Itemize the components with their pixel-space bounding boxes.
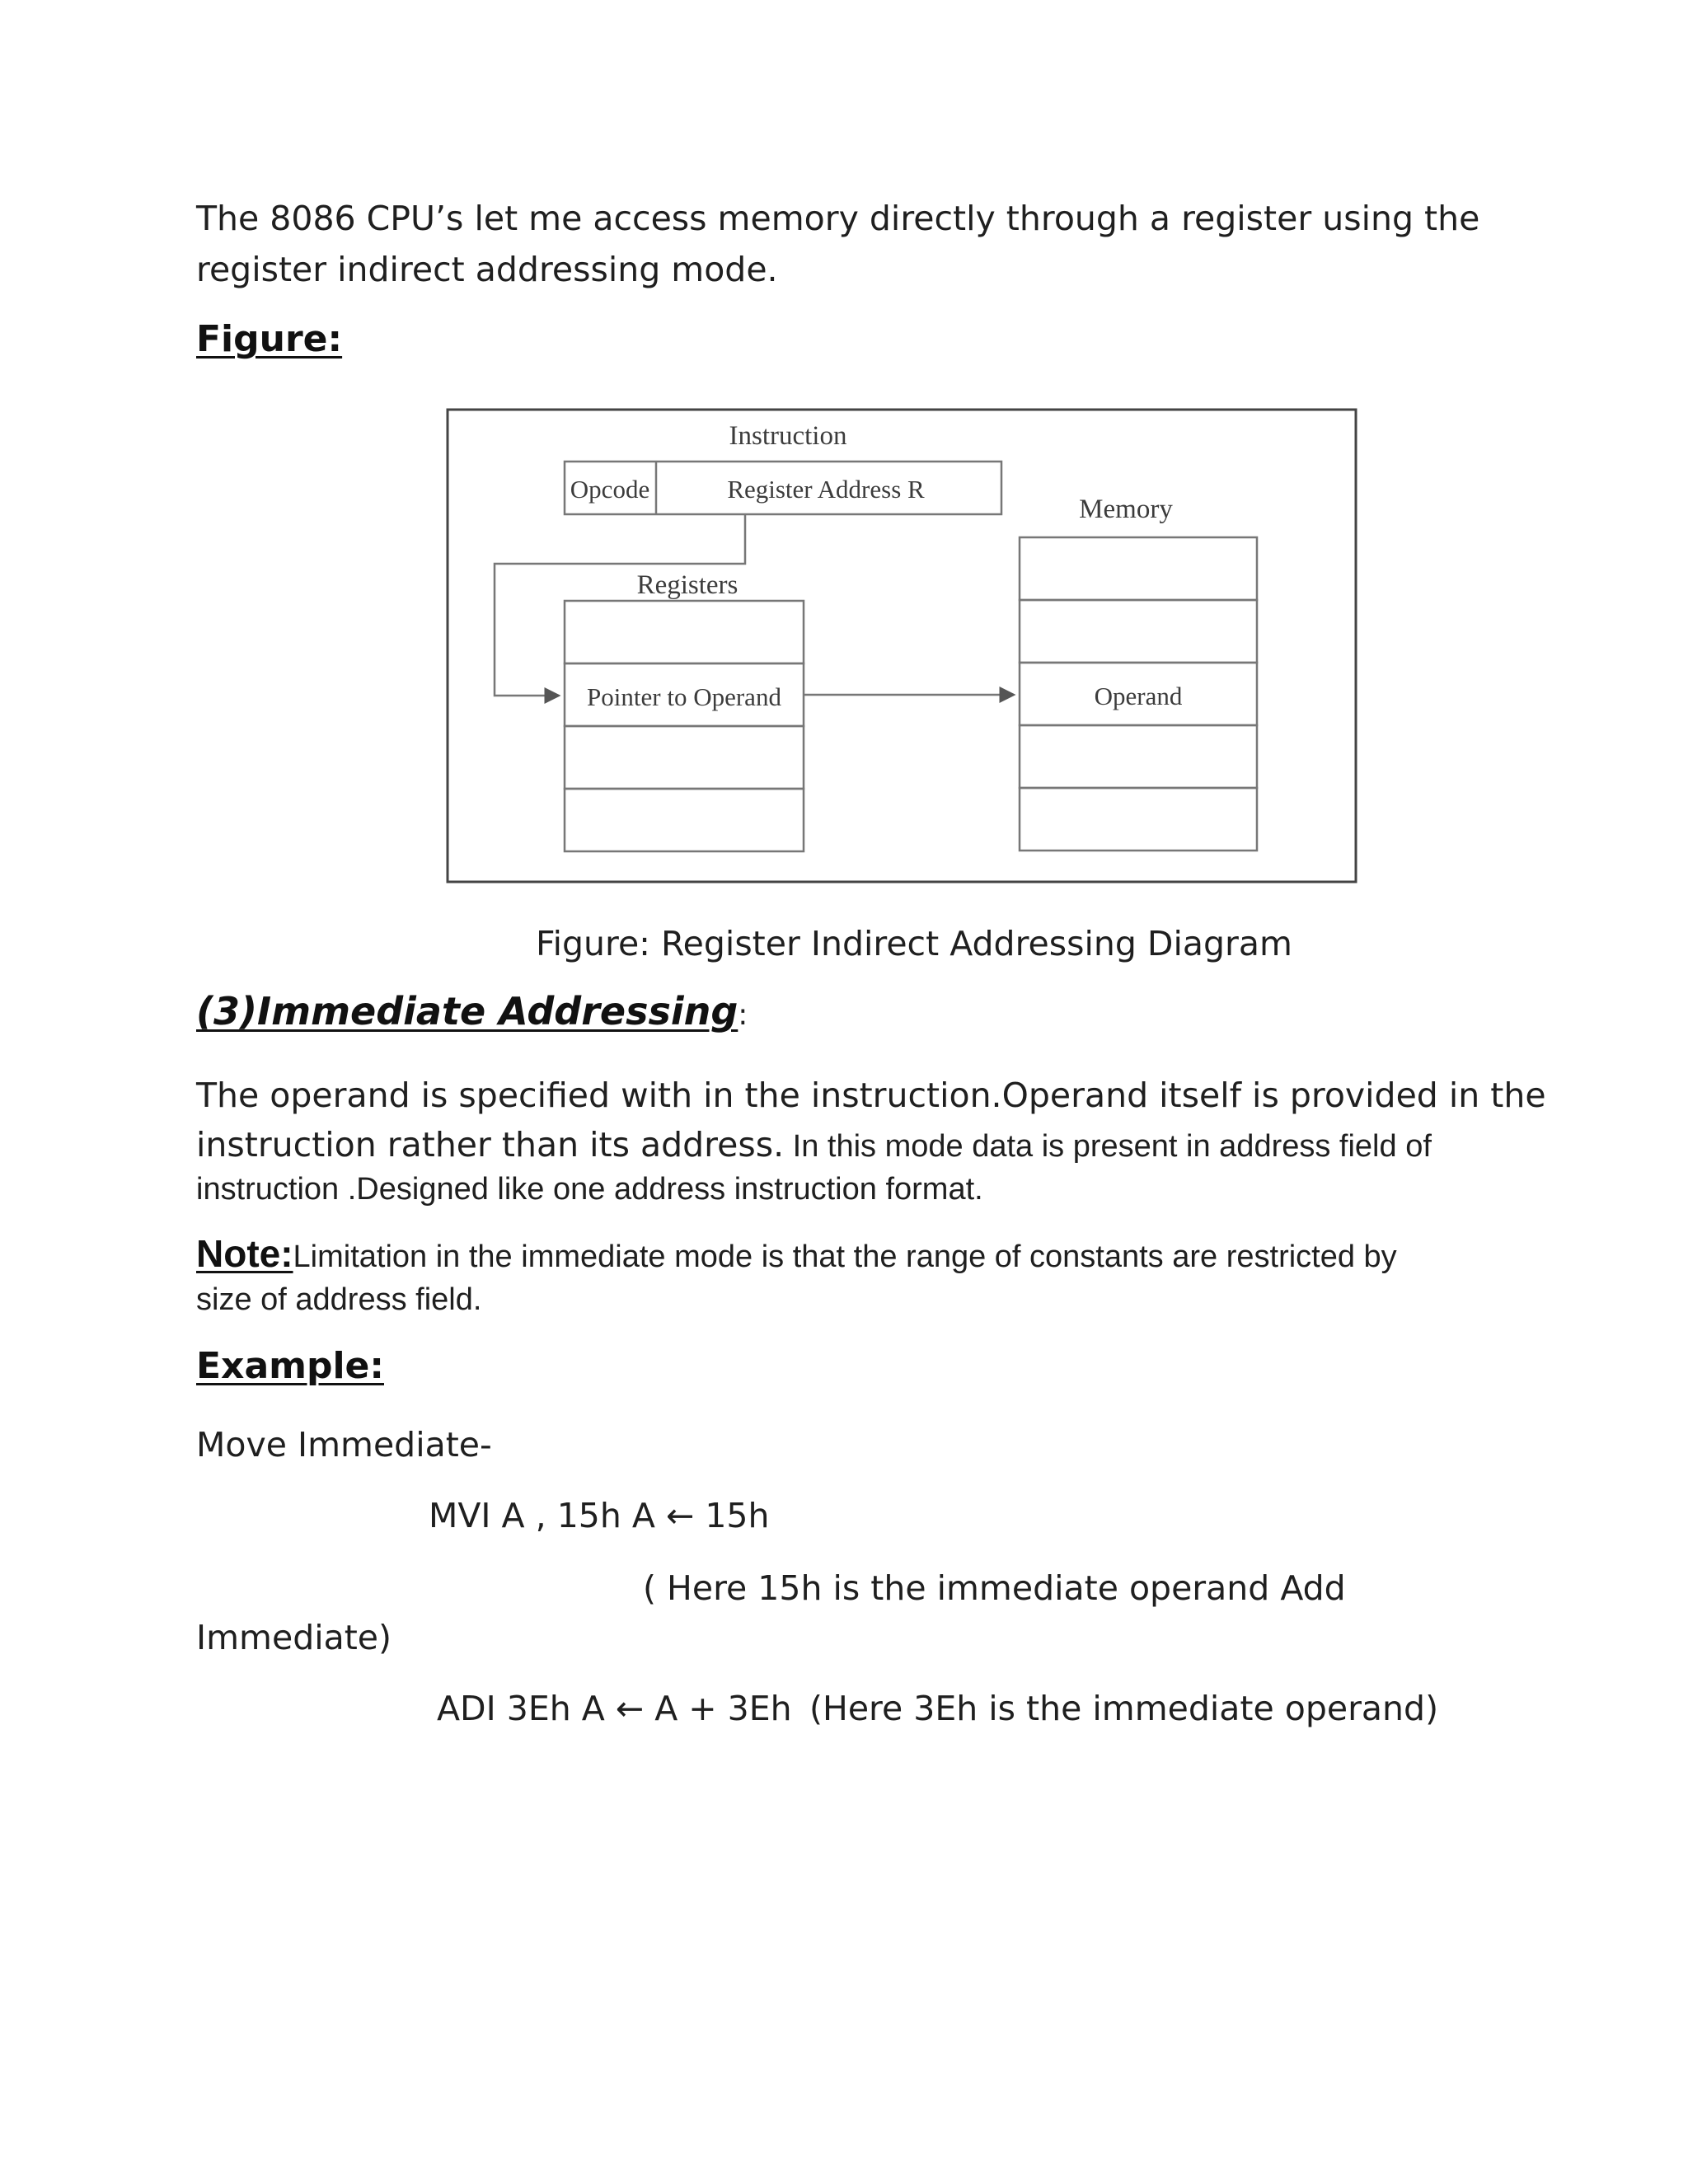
registers-label: Registers <box>636 570 738 600</box>
figure-caption: Figure: Register Indirect Addressing Diagram <box>536 924 1292 963</box>
intro-line-2: register indirect addressing mode. <box>196 250 778 289</box>
immediate-line-2a: instruction rather than its address. <box>196 1125 785 1165</box>
move-immediate-label: Move Immediate- <box>196 1425 492 1465</box>
intro-line-1: The 8086 CPU’s let me access memory directly through a register using the <box>196 199 1480 238</box>
mvi-instruction: MVI A , 15h A ← 15h <box>429 1496 770 1535</box>
pointer-label: Pointer to Operand <box>587 682 781 711</box>
example-heading: Example: <box>196 1345 384 1387</box>
register-indirect-diagram <box>445 407 1358 887</box>
opcode-label: Opcode <box>570 475 650 504</box>
mvi-comment: ( Here 15h is the immediate operand Add <box>643 1568 1346 1608</box>
note-label: Note: <box>196 1232 293 1275</box>
immediate-line-1: The operand is specified with in the instruction.Operand itself is provided in the <box>196 1076 1546 1115</box>
note-line-2: size of address field. <box>196 1282 482 1317</box>
immediate-close: Immediate) <box>196 1618 392 1657</box>
adi-comment: (Here 3Eh is the immediate operand) <box>809 1689 1439 1728</box>
immediate-line-2b: In this mode data is present in address field of <box>784 1129 1432 1164</box>
memory-label: Memory <box>1079 494 1173 524</box>
immediate-heading-row <box>196 989 748 1041</box>
immediate-heading: (3)Immediate Addressing <box>196 989 738 1033</box>
immediate-line-3: instruction .Designed like one address instruction format. <box>196 1172 983 1207</box>
operand-label: Operand <box>1094 682 1183 710</box>
note-line-1: Limitation in the immediate mode is that the range of constants are restricted by <box>293 1240 1397 1274</box>
adi-instruction: ADI 3Eh A ← A + 3Eh <box>437 1689 792 1728</box>
note-row <box>196 1231 1397 1276</box>
immediate-heading-colon: : <box>738 998 748 1032</box>
register-address-label: Register Address R <box>727 475 925 504</box>
instruction-label: Instruction <box>729 421 847 451</box>
figure-heading: Figure: <box>196 318 343 360</box>
immediate-line-2 <box>196 1119 1432 1170</box>
